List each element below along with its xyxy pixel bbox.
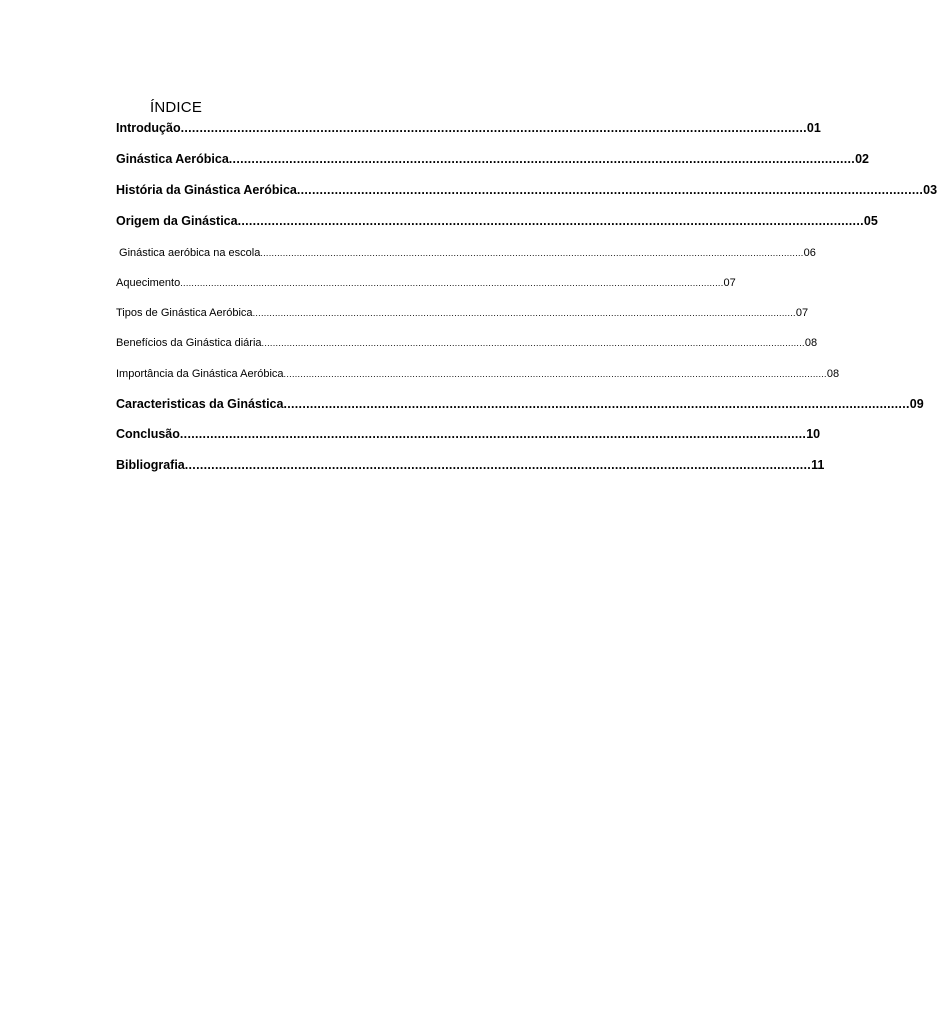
toc-page-number: 10 — [806, 427, 821, 441]
toc-leader-dots: ...................................................................................................................................................................... — [179, 427, 807, 441]
toc-entry — [116, 214, 878, 228]
toc-leader-dots: .................................................................................................................................................................................................. — [260, 248, 804, 258]
toc-page-number: 11 — [811, 458, 825, 472]
toc-leader-dots: ...................................................................................................................................................................... — [237, 214, 864, 228]
toc-leader-dots: .................................................................................................................................................................................................. — [261, 338, 805, 348]
toc-leader-dots: ...................................................................................................................................................................... — [180, 121, 807, 135]
toc-entry-label: Tipos de Ginástica Aeróbica — [116, 307, 253, 319]
toc-entry — [116, 427, 821, 441]
toc-entry-label: Benefícios da Ginástica diária — [116, 337, 262, 349]
toc-page-number: 05 — [863, 214, 878, 228]
toc-leader-dots: ...................................................................................................................................................................... — [184, 458, 812, 472]
toc-page-number: 01 — [806, 121, 821, 135]
toc-leader-dots: .................................................................................................................................................................................................. — [180, 278, 724, 288]
toc-page-number: 08 — [804, 337, 818, 349]
toc-entry-label: Aquecimento — [116, 277, 181, 289]
toc-leader-dots: .................................................................................................................................................................................................. — [252, 308, 796, 318]
toc-page-number: 02 — [855, 152, 869, 166]
toc-entry — [116, 397, 924, 411]
toc-entry-label: História da Ginástica Aeróbica — [116, 183, 297, 197]
toc-entry — [116, 458, 825, 472]
toc-leader-dots: ...................................................................................................................................................................... — [228, 152, 856, 166]
toc-entry — [116, 277, 736, 289]
page-title: ÍNDICE — [150, 99, 203, 116]
toc-entry-label: Importância da Ginástica Aeróbica — [116, 368, 284, 380]
toc-entry — [116, 247, 816, 259]
toc-entry-label: Caracteristicas da Ginástica — [116, 397, 284, 411]
toc-entry — [116, 152, 869, 166]
toc-entry — [116, 121, 821, 135]
toc-page-number: 08 — [826, 368, 840, 380]
toc-leader-dots: .................................................................................................................................................................................................. — [283, 369, 827, 379]
toc-page-number: 07 — [795, 307, 809, 319]
toc-page-number: 07 — [723, 277, 736, 289]
toc-page-number: 09 — [909, 397, 924, 411]
toc-page-number: 06 — [803, 247, 816, 259]
toc-entry-label: Introdução — [116, 121, 181, 135]
toc-entry — [116, 183, 937, 197]
toc-entry — [116, 368, 840, 380]
toc-entry-label: Ginástica Aeróbica — [116, 152, 229, 166]
toc-entry-label: Origem da Ginástica — [116, 214, 238, 228]
toc-entry — [116, 337, 818, 349]
toc-leader-dots: ...................................................................................................................................................................... — [296, 183, 924, 197]
toc-entry — [116, 307, 809, 319]
toc-page-number: 03 — [923, 183, 937, 197]
toc-entry-label: Ginástica aeróbica na escola — [116, 247, 261, 259]
toc-entry-label: Bibliografia — [116, 458, 185, 472]
toc-entry-label: Conclusão — [116, 427, 180, 441]
toc-leader-dots: ...................................................................................................................................................................... — [283, 397, 910, 411]
